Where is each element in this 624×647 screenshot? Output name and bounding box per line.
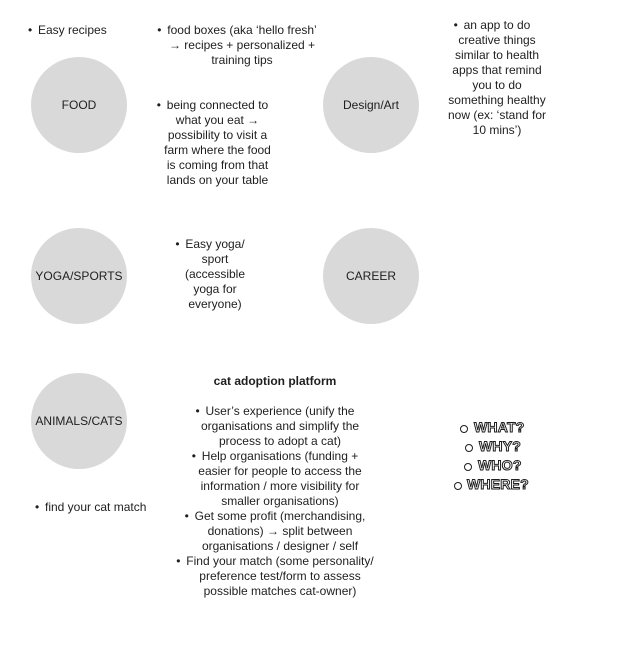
note-line: Easy yoga/ — [185, 237, 245, 251]
cat-platform-points — [170, 404, 390, 599]
category-design-art — [323, 57, 419, 153]
note-line: what you eat → — [175, 113, 260, 127]
note-line: yoga for — [193, 282, 237, 296]
cat-platform-title — [175, 374, 375, 389]
note-line: possibility to visit a — [167, 128, 268, 142]
note-line: food boxes (aka ‘hello fresh’ — [167, 23, 317, 37]
point-line: smaller organisations) — [221, 494, 339, 508]
point-line: preference test/form to assess — [199, 569, 361, 583]
note-line: farm where the food — [164, 143, 271, 157]
category-career — [323, 228, 419, 324]
category-label: Design/Art — [342, 97, 400, 112]
ring-bullet-icon — [464, 463, 472, 471]
note-line: you to do — [472, 78, 522, 92]
note-line: creative things — [458, 33, 536, 47]
category-label: FOOD — [61, 97, 97, 112]
point-line: possible matches cat-owner) — [203, 584, 357, 598]
point-line: Get some profit (merchandising, — [194, 509, 366, 523]
note-text: find your cat match — [45, 500, 147, 514]
category-animals-cats — [31, 373, 127, 469]
note-find-cat-match — [45, 500, 146, 515]
question-what: WHAT? — [474, 419, 525, 435]
note-line: lands on your table — [166, 173, 269, 187]
note-line: 10 mins’) — [472, 123, 522, 137]
note-line: training tips — [211, 53, 273, 67]
note-farm — [150, 98, 285, 188]
point-line: process to adopt a cat) — [218, 434, 342, 448]
note-food-boxes — [152, 23, 332, 68]
category-label: YOGA/SPORTS — [35, 268, 123, 283]
ring-bullet-icon — [465, 444, 473, 452]
category-yoga-sports — [31, 228, 127, 324]
note-easy-recipes — [38, 23, 107, 38]
point-line: Find your match (some personality/ — [186, 554, 374, 568]
category-food — [31, 57, 127, 153]
note-line: an app to do — [463, 18, 531, 32]
point-line: donations) → split between — [207, 524, 353, 538]
note-line: everyone) — [188, 297, 242, 311]
point-line: easier for people to access the — [198, 464, 362, 478]
note-line: being connected to — [166, 98, 269, 112]
category-label: ANIMALS/CATS — [35, 413, 123, 428]
note-line: similar to health — [454, 48, 540, 62]
note-line: is coming from that — [166, 158, 269, 172]
note-line: (accessible — [184, 267, 246, 281]
note-line: something healthy — [448, 93, 546, 107]
note-line: now (ex: ‘stand for — [447, 108, 547, 122]
section-title: cat adoption platform — [213, 374, 337, 388]
category-label: CAREER — [345, 268, 396, 283]
question-where: WHERE? — [467, 476, 529, 492]
note-line: sport — [201, 252, 229, 266]
note-yoga — [170, 237, 260, 312]
point-line: organisations and simplify the — [200, 419, 360, 433]
ring-bullet-icon — [454, 482, 462, 490]
question-why: WHY? — [479, 438, 522, 454]
ring-bullet-icon — [460, 425, 468, 433]
question-who: WHO? — [478, 457, 522, 473]
point-line: Help organisations (funding + — [201, 449, 359, 463]
point-line: organisations / designer / self — [201, 539, 359, 553]
point-line: User’s experience (unify the — [205, 404, 355, 418]
note-line: apps that remind — [452, 63, 542, 77]
point-line: information / more visibility for — [200, 479, 360, 493]
note-text: Easy recipes — [38, 23, 107, 37]
note-line: → recipes + personalized + — [168, 38, 316, 52]
note-app — [432, 18, 562, 138]
